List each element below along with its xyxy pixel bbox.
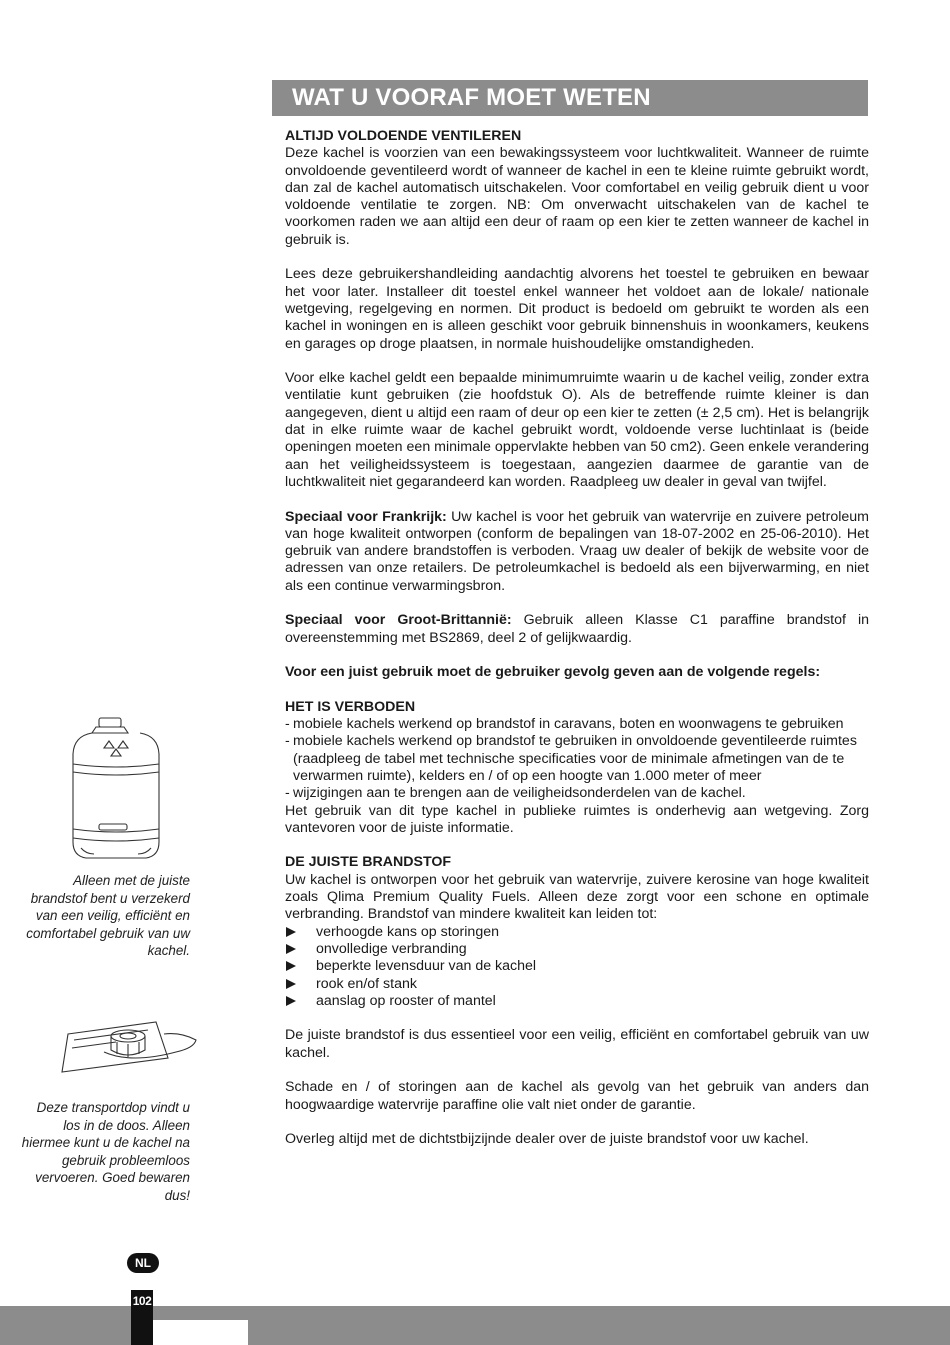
page-title: WAT U VOORAF MOET WETEN bbox=[292, 84, 651, 111]
triangle-bullet-icon bbox=[286, 961, 296, 971]
list-item: beperkte levensduur van de kachel bbox=[285, 958, 869, 975]
uk-lead: Speciaal voor Groot-Brittannië: bbox=[285, 612, 512, 629]
paragraph-fuel-essential: De juiste brandstof is dus essentieel voor een veilig, efficiënt en comfortabel gebruik van uw kachel. bbox=[285, 1027, 869, 1061]
france-lead: Speciaal voor Frankrijk: bbox=[285, 508, 447, 525]
list-item: - mobiele kachels werkend op brandstof in caravans, boten en woonwagens te gebruiken bbox=[285, 716, 844, 733]
paragraph-ventilate: Deze kachel is voorzien van een bewakingssysteem voor luchtkwaliteit. Wanneer de ruimte onvoldoende geventileerd wordt of wanneer de kachel in een te kleine ruimte gebruikt wordt, dan zal de kachel automatisch uitschakelen. Voor comfortabel en veilig gebruik dient u voor voldoende ventilatie te zorgen. NB: Om onverwacht uitschakelen van de kachel te voorkomen raden we aan altijd een deur of raam op een kier te zetten wanneer de kachel in gebruik is. bbox=[285, 145, 869, 248]
list-item: aanslag op rooster of mantel bbox=[285, 993, 869, 1010]
list-item: - mobiele kachels werkend op brandstof te gebruiken in onvoldoende geventileerde ruimtes (raadpleeg de tabel met technische specificaties voor de minimale afmetingen van de te verwarmen ruimte), kelders en / of op een hoogte van 1.000 meter of meer bbox=[285, 733, 857, 784]
rules-intro: Voor een juist gebruik moet de gebruiker gevolg geven aan de volgende regels: bbox=[285, 664, 821, 681]
transport-cap-illustration bbox=[56, 1014, 206, 1076]
france-text: Uw kachel is voor het gebruik van watervrije en zuivere petroleum van hoge kwaliteit ontworpen (conform de bepalingen van 18-07-2002 en 25-06-2010). Het gebruik van andere brandstoffen is verboden. Vraag uw dealer of bekijk de website voor de adressen van onze retailers. De petroleumkachel is bedoeld als een bijverwarming, en niet als een continue verwarmingsbron. bbox=[285, 508, 869, 594]
list-item: - wijzigingen aan te brengen aan de veiligheidsonderdelen van de kachel. bbox=[285, 785, 746, 802]
caption-fuel-can: Alleen met de juiste brandstof bent u verzekerd van een veilig, efficiënt en comfortabel gebruik van uw kachel. bbox=[26, 873, 190, 958]
caption-transport-cap: Deze transportdop vindt u los in de doos. Alleen hiermee kunt u de kachel na gebruik probleemloos vervoeren. Goed bewaren dus! bbox=[21, 1100, 190, 1203]
section-title-bar bbox=[272, 80, 868, 116]
paragraph-fuel-warranty: Schade en / of storingen aan de kachel als gevolg van het gebruik van anders dan hoogwaardige watervrije paraffine olie valt niet onder de garantie. bbox=[285, 1079, 869, 1113]
forbidden-note: Het gebruik van dit type kachel in publieke ruimtes is onderhevig aan wetgeving. Zorg vantevoren voor de juiste informatie. bbox=[285, 802, 869, 836]
paragraph-uk bbox=[285, 612, 869, 647]
list-item: onvolledige verbranding bbox=[285, 941, 869, 958]
heading-forbidden: HET IS VERBODEN bbox=[285, 698, 416, 715]
main-content bbox=[285, 128, 869, 1149]
paragraph-fuel-dealer: Overleg altijd met de dichtstbijzijnde dealer over de juiste brandstof voor uw kachel. bbox=[285, 1131, 809, 1148]
paragraph-room: Voor elke kachel geldt een bepaalde minimumruimte waarin u de kachel veilig, zonder extra ventilatie kunt gebruiken (zie hoofdstuk O). Als de betreffende ruimte kleiner is dan aangegeven, dient u altijd een raam of deur op een kier te zetten (± 2,5 cm). Het is belangrijk dat in elke ruimte waar de kachel gebruikt wordt, voldoende verse luchtinlaat is (beide openingen moeten een minimale oppervlakte hebben van 50 cm2). Geen enkele verandering aan het veiligheidssysteem is toegestaan, aangezien daarmee de garantie van de luchtkwaliteit niet gegarandeerd kan worden. Raadpleeg uw dealer in geval van twijfel. bbox=[285, 370, 869, 490]
triangle-bullet-icon bbox=[286, 944, 296, 954]
triangle-bullet-icon bbox=[286, 996, 296, 1006]
paragraph-france bbox=[285, 509, 869, 595]
heading-fuel: DE JUISTE BRANDSTOF bbox=[285, 854, 452, 871]
paragraph-manual: Lees deze gebruikershandleiding aandachtig alvorens het toestel te gebruiken en bewaar het voor later. Installeer dit toestel enkel wanneer het voldoet aan de lokale/ nationale wetgeving, regelgeving en normen. Dit product is bedoeld om gebruikt te worden als een kachel in woningen en is alleen geschikt voor gebruik binnenshuis in woonkamers, keukens en garages op droge plaatsen, in normale huishoudelijke omstandigheden. bbox=[285, 266, 869, 352]
heading-ventilate: ALTIJD VOLDOENDE VENTILEREN bbox=[285, 128, 522, 144]
triangle-bullet-icon bbox=[286, 979, 296, 989]
uk-text: Gebruik alleen Klasse C1 paraffine brandstof in overeenstemming met BS2869, deel 2 of gelijkwaardig. bbox=[285, 612, 869, 646]
page-number: 102 bbox=[132, 1294, 152, 1308]
fuel-can-illustration bbox=[66, 714, 166, 864]
fuel-consequences-list bbox=[285, 924, 869, 1010]
footer-white-block bbox=[153, 1320, 248, 1345]
list-item: rook en/of stank bbox=[285, 976, 869, 993]
forbidden-list bbox=[285, 716, 869, 802]
triangle-bullet-icon bbox=[286, 927, 296, 937]
language-badge: NL bbox=[127, 1253, 159, 1273]
list-item: verhoogde kans op storingen bbox=[285, 924, 869, 941]
paragraph-fuel: Uw kachel is ontworpen voor het gebruik van watervrije, zuivere kerosine van hoge kwaliteit zoals Qlima Premium Quality Fuels. Alleen deze zorgt voor een schone en optimale verbranding. Brandstof van mindere kwaliteit kan leiden tot: bbox=[285, 871, 869, 923]
